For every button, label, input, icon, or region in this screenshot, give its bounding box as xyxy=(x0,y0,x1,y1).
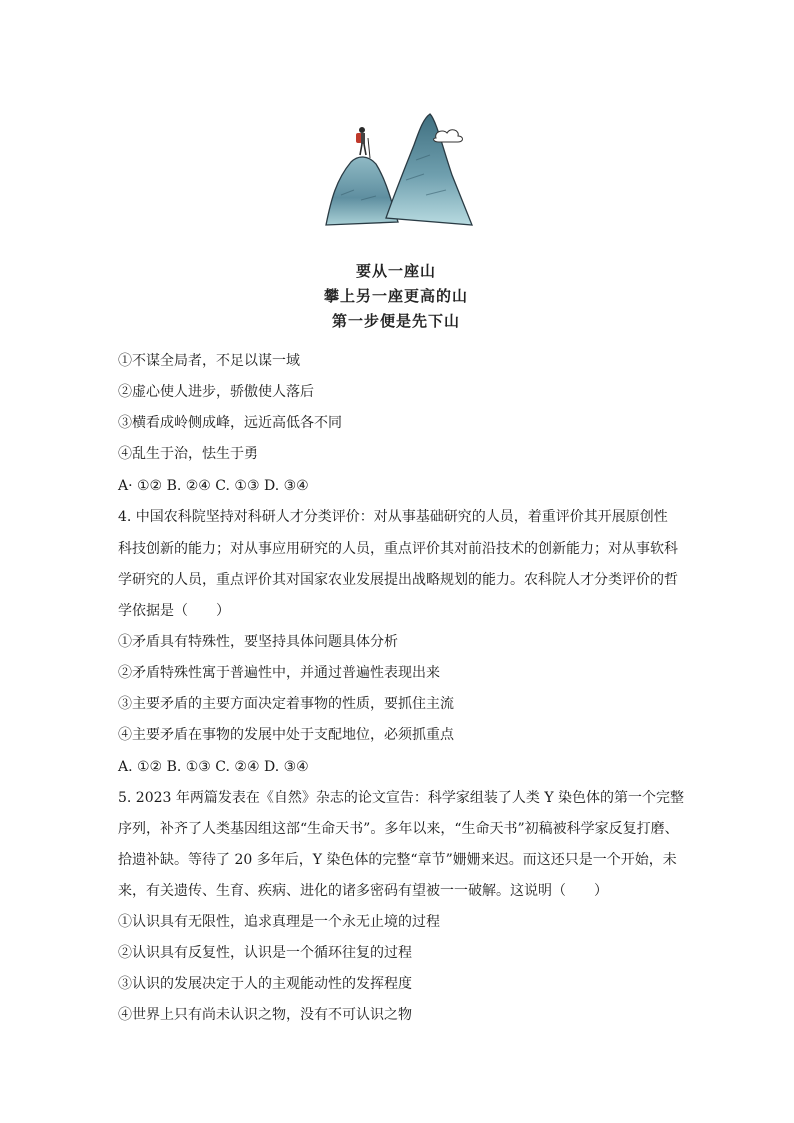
q4-stem-line-1: 4. 中国农科院坚持对科研人才分类评价：对从事基础研究的人员，着重评价其开展原创性 xyxy=(118,509,668,525)
q3-option-1: ①不谋全局者，不足以谋一域 xyxy=(118,353,300,369)
q4-stem-line-4: 学依据是（ ） xyxy=(118,603,230,619)
caption-line-3: 第一步便是先下山 xyxy=(331,312,460,330)
q4-stem-line-3: 学研究的人员，重点评价其对国家农业发展提出战略规划的能力。农科院人才分类评价的哲 xyxy=(118,572,678,588)
q4-option-3: ③主要矛盾的主要方面决定着事物的性质，要抓住主流 xyxy=(118,696,454,712)
mountain-figure xyxy=(306,100,486,335)
q3-answer-choices: A· ①② B. ②④ C. ①③ D. ③④ xyxy=(118,478,309,494)
q4-option-4: ④主要矛盾在事物的发展中处于支配地位，必须抓重点 xyxy=(118,727,454,743)
caption-line-1: 要从一座山 xyxy=(355,262,436,280)
q5-stem-line-4: 来，有关遗传、生育、疾病、进化的诸多密码有望被一一破解。这说明（ ） xyxy=(118,883,608,899)
q5-option-3: ③认识的发展决定于人的主观能动性的发挥程度 xyxy=(118,976,412,992)
q3-option-3: ③横看成岭侧成峰，远近高低各不同 xyxy=(118,415,342,431)
q5-stem-line-1: 5. 2023 年两篇发表在《自然》杂志的论文宣告：科学家组装了人类 Y 染色体的第一个完整 xyxy=(118,790,685,806)
q5-option-1: ①认识具有无限性，追求真理是一个永无止境的过程 xyxy=(118,914,440,930)
q4-stem-line-2: 科技创新的能力；对从事应用研究的人员，重点评价其对前沿技术的创新能力；对从事软科 xyxy=(118,541,678,557)
q5-stem-line-3: 拾遗补缺。等待了 20 多年后，Y 染色体的完整“章节”姗姗来迟。而这还只是一个开始，未 xyxy=(118,852,677,868)
q4-answer-choices: A. ①② B. ①③ C. ②④ D. ③④ xyxy=(118,759,309,775)
mountain-illustration xyxy=(306,100,486,250)
q5-stem-line-2: 序列，补齐了人类基因组这部“生命天书”。多年以来，“生命天书”初稿被科学家反复打磨、 xyxy=(118,821,679,837)
q3-option-4: ④乱生于治，怯生于勇 xyxy=(118,446,258,462)
q5-option-2: ②认识具有反复性，认识是一个循环往复的过程 xyxy=(118,945,412,961)
q4-option-2: ②矛盾特殊性寓于普遍性中，并通过普遍性表现出来 xyxy=(118,665,440,681)
q4-option-1: ①矛盾具有特殊性，要坚持具体问题具体分析 xyxy=(118,634,398,650)
caption-line-2: 攀上另一座更高的山 xyxy=(323,287,468,305)
cloud-icon xyxy=(434,130,463,142)
q3-option-2: ②虚心使人进步，骄傲使人落后 xyxy=(118,384,314,400)
hiker-icon xyxy=(356,127,370,158)
q5-option-4: ④世界上只有尚未认识之物，没有不可认识之物 xyxy=(118,1007,412,1023)
